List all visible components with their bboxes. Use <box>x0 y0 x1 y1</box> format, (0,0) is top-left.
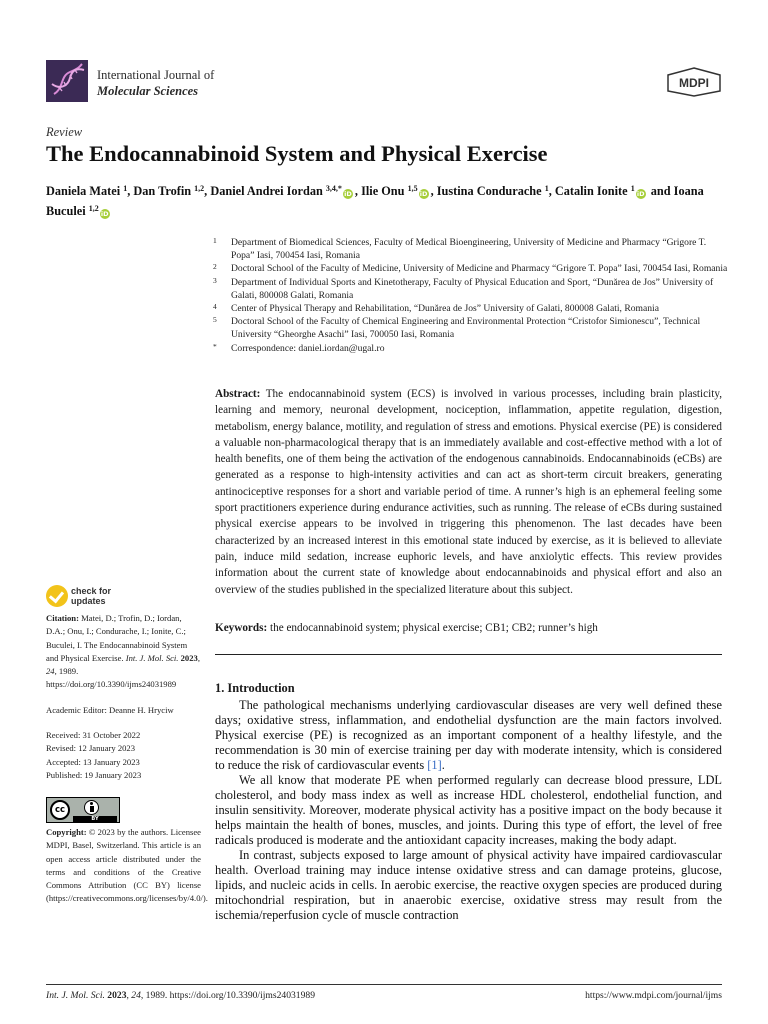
check-line1: check for <box>71 586 112 596</box>
orcid-icon[interactable]: iD <box>636 190 645 198</box>
citation: Citation: Matei, D.; Trofin, D.; Iordan, D.A.; Onu, I.; Condurache, I.; Ionite, C.; Buculei, I. The Endocannabinoid System and Physical Exercise. Int. J. Mol. Sci. 2023, 24, 1989. https://doi.org/10.3390/ijms24031989 <box>46 613 200 690</box>
affiliations <box>213 236 728 355</box>
author-affiliation-sup: 3,4,* <box>325 184 342 193</box>
affiliation-item <box>213 276 728 302</box>
affiliation-text: Department of Biomedical Sciences, Faculty of Medical Bioengineering, University of Medicine and Pharmacy “Grigore T. Popa” Iasi, 700454 Iasi, Romania <box>231 237 707 262</box>
footer-journal-url[interactable]: https://www.mdpi.com/journal/ijms <box>585 990 722 1001</box>
citation-authors: Matei, D.; Trofin, D.; Iordan, D.A.; Onu, I.; Condurache, I.; Ionite, C.; Buculei, I. The Endocannabinoid System and Physical Exercise. <box>46 613 188 663</box>
affiliation-item <box>213 236 728 262</box>
author-affiliation-sup: 1 <box>630 184 635 193</box>
keywords-label: Keywords: <box>215 622 268 634</box>
accepted-date: Accepted: 13 January 2023 <box>46 756 140 767</box>
orcid-icon[interactable]: iD <box>419 190 428 198</box>
dates <box>46 729 201 782</box>
dna-icon <box>46 60 88 102</box>
affiliation-text: Correspondence: daniel.iordan@ugal.ro <box>231 342 385 354</box>
orcid-icon[interactable]: iD <box>100 210 109 218</box>
footer-divider <box>46 984 722 985</box>
affiliation-number: 2 <box>213 262 217 272</box>
citation-label: Citation: <box>46 613 79 623</box>
article-title: The Endocannabinoid System and Physical Exercise <box>46 141 548 166</box>
paragraph-1-end: . <box>441 758 445 772</box>
author-separator: , <box>430 184 437 198</box>
author-list <box>46 180 726 220</box>
affiliation-text: Center of Physical Therapy and Rehabilitation, “Dunărea de Jos” University of Galati, 800008 Galati, Romania <box>231 303 659 315</box>
section-heading: 1. Introduction <box>215 681 295 695</box>
article-type: Review <box>46 125 83 139</box>
author-separator: , <box>548 184 555 198</box>
author-affiliation-sup: 1 <box>544 184 549 193</box>
author-affiliation-sup: 1,5 <box>407 184 418 193</box>
abstract-label: Abstract: <box>215 388 261 400</box>
check-for-updates-button[interactable] <box>46 585 116 609</box>
affiliation-number: 3 <box>213 275 217 285</box>
author-name[interactable]: and Ioana Buculei <box>46 184 704 218</box>
by-label: BY <box>73 816 117 822</box>
journal-name-line1: International Journal of <box>97 68 215 82</box>
paragraph-2: We all know that moderate PE when performed regularly can decrease blood pressure, LDL cholesterol, and body mass index as well as increase HDL cholesterol, endothelial function, and insulin sensitivity. Moreover, moderate physical activity has a positive impact on the body because it helps maintain the health of bones, muscles, and joints. During this type of effort, the level of free radicals produced is moderate and the antioxidant capacity increases, making the body adapt. <box>215 773 722 847</box>
author-separator: , <box>354 184 362 198</box>
publisher-name: MDPI <box>679 76 709 90</box>
person-icon <box>84 800 99 815</box>
keywords <box>215 620 722 636</box>
received-date: Received: 31 October 2022 <box>46 730 141 740</box>
author-name[interactable]: Iustina Condurache <box>436 184 542 198</box>
footer-doi[interactable]: , 1989. https://doi.org/10.3390/ijms24031989 <box>140 990 315 1001</box>
copyright-text: © 2023 by the authors. Licensee MDPI, Basel, Switzerland. This article is an open access article distributed under the terms and conditions of the Creative Commons Attribution (CC BY) license (https://creativecommons.org/licenses/by/4.0/). <box>46 827 208 904</box>
citation-journal: Int. J. Mol. Sci. <box>125 652 179 663</box>
author-separator: , <box>127 184 134 198</box>
keywords-text: the endocannabinoid system; physical exercise; CB1; CB2; runner’s high <box>270 622 598 634</box>
journal-name <box>97 67 214 99</box>
journal-name-line2: Molecular Sciences <box>97 84 199 98</box>
paragraph-1: The pathological mechanisms underlying cardiovascular diseases are very well defined these days; oxidative stress, inflammation, and endothelial dysfunction are the main factors involved. Physical exercise (PE) is recognized as an important component of a healthy lifestyle, and the recommendation is 30 min of exercise training per day with moderate intensity, which is considered to reduce the risk of cardiovascular events <box>215 698 722 772</box>
published-date: Published: 19 January 2023 <box>46 769 142 780</box>
affiliation-item <box>213 315 728 341</box>
citation-volume: 24 <box>46 666 55 677</box>
footer-volume: 24 <box>131 990 141 1001</box>
body-text <box>215 698 722 923</box>
author-name[interactable]: Daniel Andrei Iordan <box>210 184 323 198</box>
affiliation-item <box>213 262 728 275</box>
affiliation-text: Department of Individual Sports and Kinetotherapy, Faculty of Physical Education and Sport, “Dunărea de Jos” University of Galati, 800008 Galati, Romania <box>231 276 714 301</box>
citation-link[interactable]: [1] <box>427 758 442 772</box>
check-line2: updates <box>71 596 106 606</box>
mdpi-logo <box>666 67 722 102</box>
author-affiliation-sup: 1 <box>123 184 128 193</box>
paragraph <box>215 698 722 773</box>
copyright <box>46 826 208 906</box>
author-separator: , <box>204 184 211 198</box>
citation-doi[interactable]: , 1989. https://doi.org/10.3390/ijms24031989 <box>46 666 177 690</box>
author-affiliation-sup: 1,2 <box>88 204 99 213</box>
author-name[interactable]: Ilie Onu <box>361 184 405 198</box>
orcid-icon[interactable]: iD <box>344 190 352 198</box>
affiliation-item <box>213 302 728 315</box>
author-name[interactable]: Catalin Ionite <box>554 184 628 198</box>
cc-by-license-badge[interactable] <box>46 797 120 823</box>
revised-date: Revised: 12 January 2023 <box>46 743 136 754</box>
paragraph-3: In contrast, subjects exposed to large amount of physical activity have impaired cardiovascular health. Overload training may induce intense oxidative stress and can damage proteins, glucose, lipids, and nucleic acids in cells. In aerobic exercise, the reactive oxygen species are produced during mitochondrial respiration, but in anaerobic exercise, oxidative stress may result from the ischemia/reperfusion cycle of muscle contraction <box>215 848 722 922</box>
affiliation-text: Doctoral School of the Faculty of Medicine, University of Medicine and Pharmacy “Grigore T. Popa” Iasi, 700454 Iasi, Romania <box>231 263 728 275</box>
cc-icon: cc <box>50 800 70 820</box>
author-affiliation-sup: 1,2 <box>194 184 205 193</box>
checkmark-icon <box>46 585 68 607</box>
journal-logo <box>46 60 88 102</box>
affiliation-number: 1 <box>213 236 217 245</box>
academic-editor: Academic Editor: Deanne H. Hryciw <box>46 705 174 715</box>
author-name[interactable]: Daniela Matei <box>46 184 121 198</box>
footer-year: 2023 <box>107 990 127 1001</box>
copyright-label: Copyright: <box>46 827 87 837</box>
footer-journal: Int. J. Mol. Sci. <box>46 990 105 1001</box>
abstract <box>215 386 722 598</box>
divider <box>215 654 722 655</box>
affiliation-number: 4 <box>213 302 217 312</box>
footer-citation: Int. J. Mol. Sci. 2023, 24, 1989. https://doi.org/10.3390/ijms24031989 <box>46 990 315 1001</box>
citation-year: 2023 <box>180 652 198 663</box>
affiliation-item <box>213 342 728 355</box>
author-name[interactable]: Dan Trofin <box>133 184 192 198</box>
affiliation-number: 5 <box>213 315 217 325</box>
affiliation-number: * <box>213 341 217 351</box>
affiliation-text: Doctoral School of the Faculty of Chemical Engineering and Environmental Protection “Cristofor Simionescu”, Technical University “Gheorghe Asachi” Iasi, 700050 Iasi, Romania <box>231 316 701 341</box>
abstract-text: The endocannabinoid system (ECS) is involved in various processes, including brain plasticity, learning and memory, neuronal development, nociception, inflammation, appetite regulation, digestion, metabolism, energy balance, motility, and regulation of stress and emotions. Physical exercise (PE) is considered a valuable non-pharmacological therapy that is an immediately available and cost-effective method with a lot of health benefits, one of them being the activation of the endogenous cannabinoids. Endocannabinoids (eCBs) are generated as a response to high-intensity activities and can act as short-term circuit breakers, generating antinociceptive responses for a short and variable period of time. A runner’s high is an ephemeral feeling some sport practitioners experience during endurance activities, such as running. The release of eCBs during sustained physical exercise appears to be involved in triggering this phenomenon. The last decades have been characterized by an increased interest in this emotional state induced by exercise, as it is believed to alleviate pain, induce mild sedation, increase euphoric levels, and have anxiolytic effects. This review provides information about the current state of knowledge about endocannabinoids and physical effort and also an overview of the studies published in the specialized literature about this subject. <box>215 388 722 596</box>
